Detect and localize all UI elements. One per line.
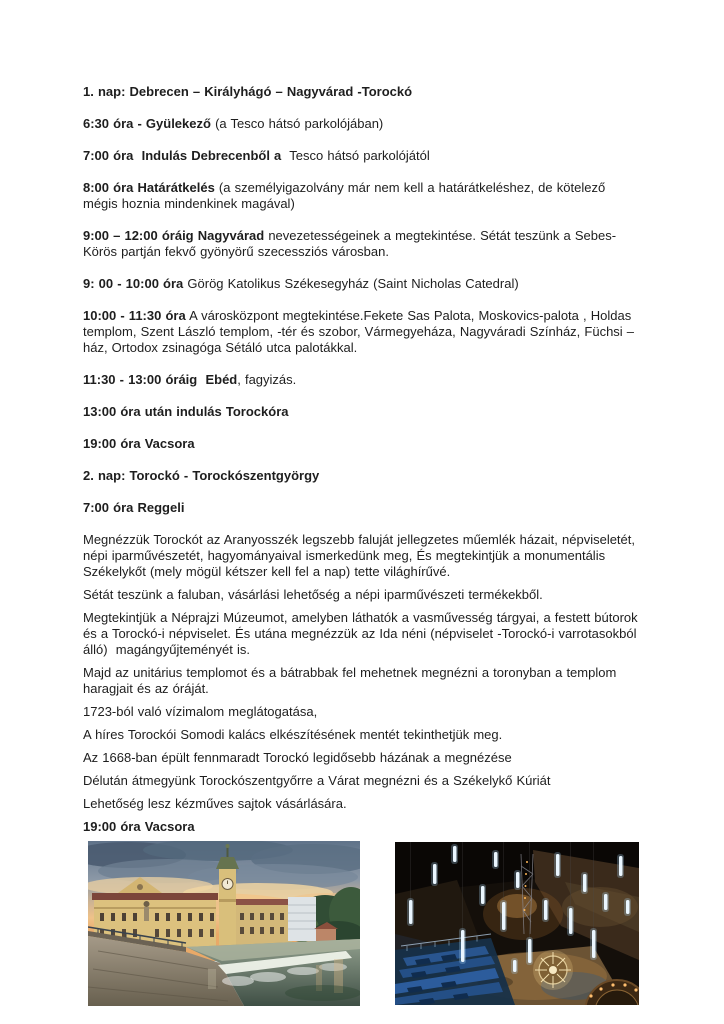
paragraph-text: Lehetőség lesz kézműves sajtok vásárlására. — [83, 796, 347, 811]
paragraph-text: (a Tesco hátsó parkolójában) — [210, 116, 384, 131]
paragraph — [83, 796, 643, 812]
paragraph — [83, 532, 643, 580]
paragraph — [83, 84, 643, 100]
paragraph — [83, 704, 643, 720]
paragraph-text: nevezetességeinek a megtekintése. Sétát teszünk a Sebes-Körös partján fekvő gyönyörű szecessziós városban. — [83, 228, 617, 259]
paragraph — [83, 276, 643, 292]
paragraph-bold-text: 8:00 óra Határátkelés — [83, 180, 215, 195]
paragraph — [83, 819, 643, 835]
nagyvarad-riverfront-photo — [88, 841, 360, 1006]
paragraph — [83, 750, 643, 766]
torda-salt-mine-photo — [395, 842, 639, 1005]
paragraph — [83, 148, 643, 164]
salt-mine-illustration — [395, 842, 639, 1005]
paragraph-bold-text: 11:30 - 13:00 óráig Ebéd — [83, 372, 238, 387]
paragraph-text: , fagyizás. — [237, 372, 297, 387]
paragraph-text: Tesco hátsó parkolójától — [281, 148, 430, 163]
sun-sculpture — [533, 950, 573, 990]
paragraph — [83, 180, 643, 212]
paragraph — [83, 727, 643, 743]
paragraph-bold-text: 1. nap: Debrecen – Királyhágó – Nagyvárad -Torockó — [83, 84, 413, 99]
paragraph — [83, 587, 643, 603]
paragraph — [83, 773, 643, 789]
paragraph — [83, 404, 643, 420]
paragraph-bold-text: 19:00 óra Vacsora — [83, 436, 195, 451]
paragraph — [83, 500, 643, 516]
paragraph-bold-text: 9: 00 - 10:00 óra — [83, 276, 184, 291]
paragraph-bold-text: 10:00 - 11:30 óra — [83, 308, 186, 323]
nagyvarad-riverfront-illustration — [88, 841, 360, 1006]
paragraph-text: 1723-ból való vízimalom meglátogatása, — [83, 704, 318, 719]
paragraph — [83, 308, 643, 356]
paragraph-text: Megnézzük Torockót az Aranyosszék legszebb faluját jellegzetes műemlék házait, népviseletét, népi iparművészetét, hagyományaival ismerkedünk meg, És megtekintjük a monumentális Székelykőt (mely mögül kétszer kell fel a nap) tette világhírűvé. — [83, 532, 640, 579]
paragraph-text: Az 1668-ban épült fennmaradt Torockó legidősebb házának a megnézése — [83, 750, 512, 765]
paragraph — [83, 468, 643, 484]
paragraph-text: A híres Torockói Somodi kalács elkészítésének mentét tekinthetjük meg. — [83, 727, 503, 742]
paragraph-text: Sétát teszünk a faluban, vásárlási lehetőség a népi iparművészeti termékekből. — [83, 587, 543, 602]
photo-row — [88, 841, 639, 1006]
paragraph-text: Görög Katolikus Székesegyház (Saint Nicholas Catedral) — [183, 276, 519, 291]
paragraph-bold-text: 7:00 óra Reggeli — [83, 500, 185, 515]
paragraph-bold-text: 9:00 – 12:00 óráig Nagyvárad — [83, 228, 265, 243]
paragraph — [83, 610, 643, 658]
paragraph-text: Megtekintjük a Néprajzi Múzeumot, amelyben láthatók a vasművesség tárgyai, a festett bútorok és a Torockó-i népviselet. És utána megnézzük az Ida néni (népviselet -Torockó-i varrotasokból álló) magángyűjteményét is. — [83, 610, 642, 657]
paragraph-bold-text: 7:00 óra Indulás Debrecenből a — [83, 148, 282, 163]
paragraph — [83, 228, 643, 260]
paragraph-text: A városközpont megtekintése.Fekete Sas Palota, Moskovics-palota , Holdas templom, Szent László templom, -tér és szobor, Vármegyeháza, Nagyváradi Színház, Füchsi – ház, Ortodox zsinagóga Sétáló utca palotákkal. — [83, 308, 639, 355]
paragraph-bold-text: 13:00 óra után indulás Torockóra — [83, 404, 289, 419]
paragraph — [83, 436, 643, 452]
paragraph-text: Majd az unitárius templomot és a bátrabbak fel mehetnek megnézni a toronyban a templom haragjait és az óráját. — [83, 665, 621, 696]
paragraph — [83, 116, 643, 132]
paragraph-bold-text: 6:30 óra - Gyülekező — [83, 116, 211, 131]
paragraph — [83, 372, 643, 388]
paragraph-bold-text: 19:00 óra Vacsora — [83, 819, 195, 834]
paragraph — [83, 665, 643, 697]
paragraph-text: (a személyigazolvány már nem kell a határátkeléshez, de kötelező mégis hoznia mindenkinek magával) — [83, 180, 610, 211]
paragraph-bold-text: 2. nap: Torockó - Torockószentgyörgy — [83, 468, 320, 483]
document-body — [83, 84, 643, 835]
paragraph-text: Délután átmegyünk Torockószentgyőrre a Várat megnézni és a Székelykő Kúriát — [83, 773, 551, 788]
